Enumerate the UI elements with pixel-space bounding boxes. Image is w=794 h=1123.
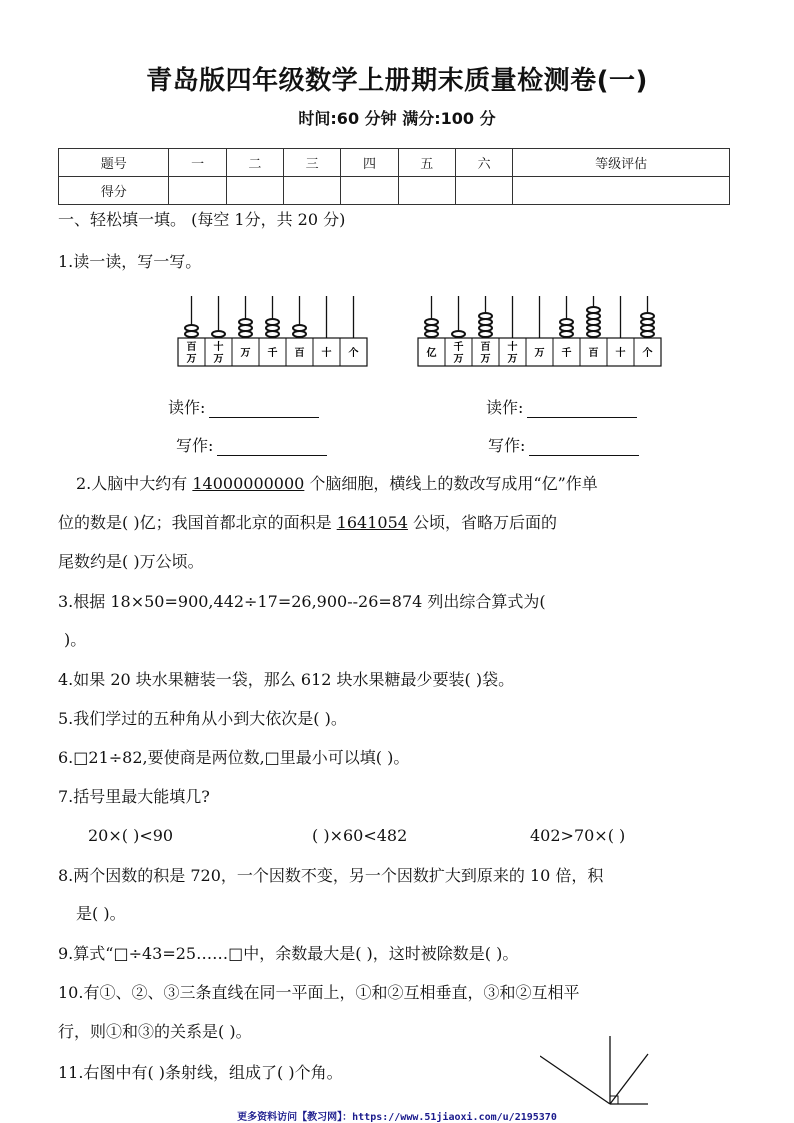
abacus-bead <box>239 319 252 325</box>
score-table-cell: 二 <box>226 149 283 177</box>
question-11: 11.右图中有( )条射线，组成了( )个角。 <box>58 1063 343 1082</box>
abacus-bead <box>266 319 279 325</box>
score-table <box>58 148 730 205</box>
question-8-line2: 是( )。 <box>76 904 126 923</box>
place-value-label: 千 <box>267 348 278 359</box>
score-input-cell[interactable] <box>341 177 398 205</box>
abacus-bead <box>452 331 465 337</box>
question-7a: 20×( )<90 <box>88 826 174 845</box>
abacus-bead <box>425 319 438 325</box>
place-value-label: 百 <box>294 348 305 359</box>
ray-line <box>540 1056 610 1104</box>
read-label-right: 读作: <box>486 398 637 418</box>
place-value-label: 个 <box>348 348 359 359</box>
place-value-label: 百万 <box>186 342 197 365</box>
question-9: 9.算式“□÷43=25……□中，余数最大是( )，这时被除数是( )。 <box>58 944 519 963</box>
question-8-line1: 8.两个因数的积是 720，一个因数不变，另一个因数扩大到原来的 10 倍，积 <box>58 866 604 885</box>
abacus-bead <box>212 331 225 337</box>
rays-figure <box>540 1034 650 1106</box>
score-row-label: 得分 <box>59 177 169 205</box>
place-value-label: 百万 <box>480 342 491 365</box>
score-table-score-row <box>59 177 730 205</box>
question-2-line1: 2.人脑中大约有 14000000000 个脑细胞，横线上的数改写成用“亿”作单 <box>76 474 598 493</box>
question-7c: 402>70×( ) <box>530 826 626 845</box>
abacus-bead <box>641 313 654 319</box>
abacus-figure <box>170 292 690 372</box>
question-4: 4.如果 20 块水果糖装一袋，那么 612 块水果糖最少要装( )袋。 <box>58 670 515 689</box>
place-value-label: 万 <box>240 348 251 359</box>
place-value-label: 亿 <box>426 348 437 359</box>
place-value-label: 十 <box>615 348 626 359</box>
question-10-line2: 行，则①和③的关系是( )。 <box>58 1022 252 1041</box>
place-value-label: 千 <box>561 348 572 359</box>
question-2-line2: 位的数是( )亿；我国首都北京的面积是 1641054 公顷，省略万后面的 <box>58 513 558 532</box>
score-table-cell: 三 <box>284 149 341 177</box>
abacus-bead <box>560 319 573 325</box>
score-input-cell[interactable] <box>398 177 455 205</box>
place-value-label: 个 <box>642 348 653 359</box>
score-table-cell: 四 <box>341 149 398 177</box>
abacus-left <box>178 296 367 366</box>
place-value-label: 百 <box>588 348 599 359</box>
abacus-bead <box>185 325 198 331</box>
question-10-line1: 10.有①、②、③三条直线在同一平面上，①和②互相垂直，③和②互相平 <box>58 983 580 1002</box>
place-value-label: 千万 <box>453 342 464 365</box>
abacus-bead <box>587 307 600 313</box>
score-input-cell[interactable] <box>284 177 341 205</box>
exam-subtitle: 时间:60 分钟 满分:100 分 <box>298 109 496 128</box>
abacus-bead <box>293 325 306 331</box>
score-input-cell[interactable] <box>169 177 226 205</box>
score-input-cell[interactable] <box>513 177 730 205</box>
place-value-label: 十 <box>321 348 332 359</box>
write-label-right: 写作: <box>488 436 639 456</box>
question-3-line2: )。 <box>64 630 87 649</box>
answer-blank[interactable] <box>209 401 319 418</box>
score-table-cell: 五 <box>398 149 455 177</box>
question-5: 5.我们学过的五种角从小到大依次是( )。 <box>58 709 347 728</box>
question-3-line1: 3.根据 18×50=900,442÷17=26,900--26=874 列出综合算式为( <box>58 592 546 611</box>
place-value-label: 十万 <box>213 342 224 365</box>
score-input-cell[interactable] <box>455 177 512 205</box>
score-table-cell: 六 <box>455 149 512 177</box>
question-7: 7.括号里最大能填几? <box>58 787 210 806</box>
question-1: 1.读一读，写一写。 <box>58 252 202 271</box>
answer-blank[interactable] <box>529 439 639 456</box>
underlined-number: 14000000000 <box>192 474 305 493</box>
read-label-left: 读作: <box>168 398 319 418</box>
write-label-left: 写作: <box>176 436 327 456</box>
footer-link[interactable]: 更多资料访问【教习网】：https://www.51jiaoxi.com/u/2195370 <box>237 1112 557 1123</box>
score-table-cell: 题号 <box>59 149 169 177</box>
score-table-cell: 一 <box>169 149 226 177</box>
section-heading: 一、轻松填一填。 (每空 1分，共 20 分) <box>58 210 346 229</box>
place-value-label: 万 <box>534 348 545 359</box>
question-2-line3: 尾数约是( )万公顷。 <box>58 552 204 571</box>
answer-blank[interactable] <box>217 439 327 456</box>
score-table-cell: 等级评估 <box>513 149 730 177</box>
abacus-right <box>418 296 661 366</box>
place-value-label: 十万 <box>507 342 518 365</box>
exam-title: 青岛版四年级数学上册期末质量检测卷(一) <box>146 66 648 96</box>
score-table-header-row <box>59 149 730 177</box>
underlined-number: 1641054 <box>336 513 408 532</box>
answer-blank[interactable] <box>527 401 637 418</box>
question-7b: ( )×60<482 <box>312 826 408 845</box>
question-6: 6.□21÷82,要使商是两位数,□里最小可以填( )。 <box>58 748 410 767</box>
score-input-cell[interactable] <box>226 177 283 205</box>
abacus-bead <box>479 313 492 319</box>
